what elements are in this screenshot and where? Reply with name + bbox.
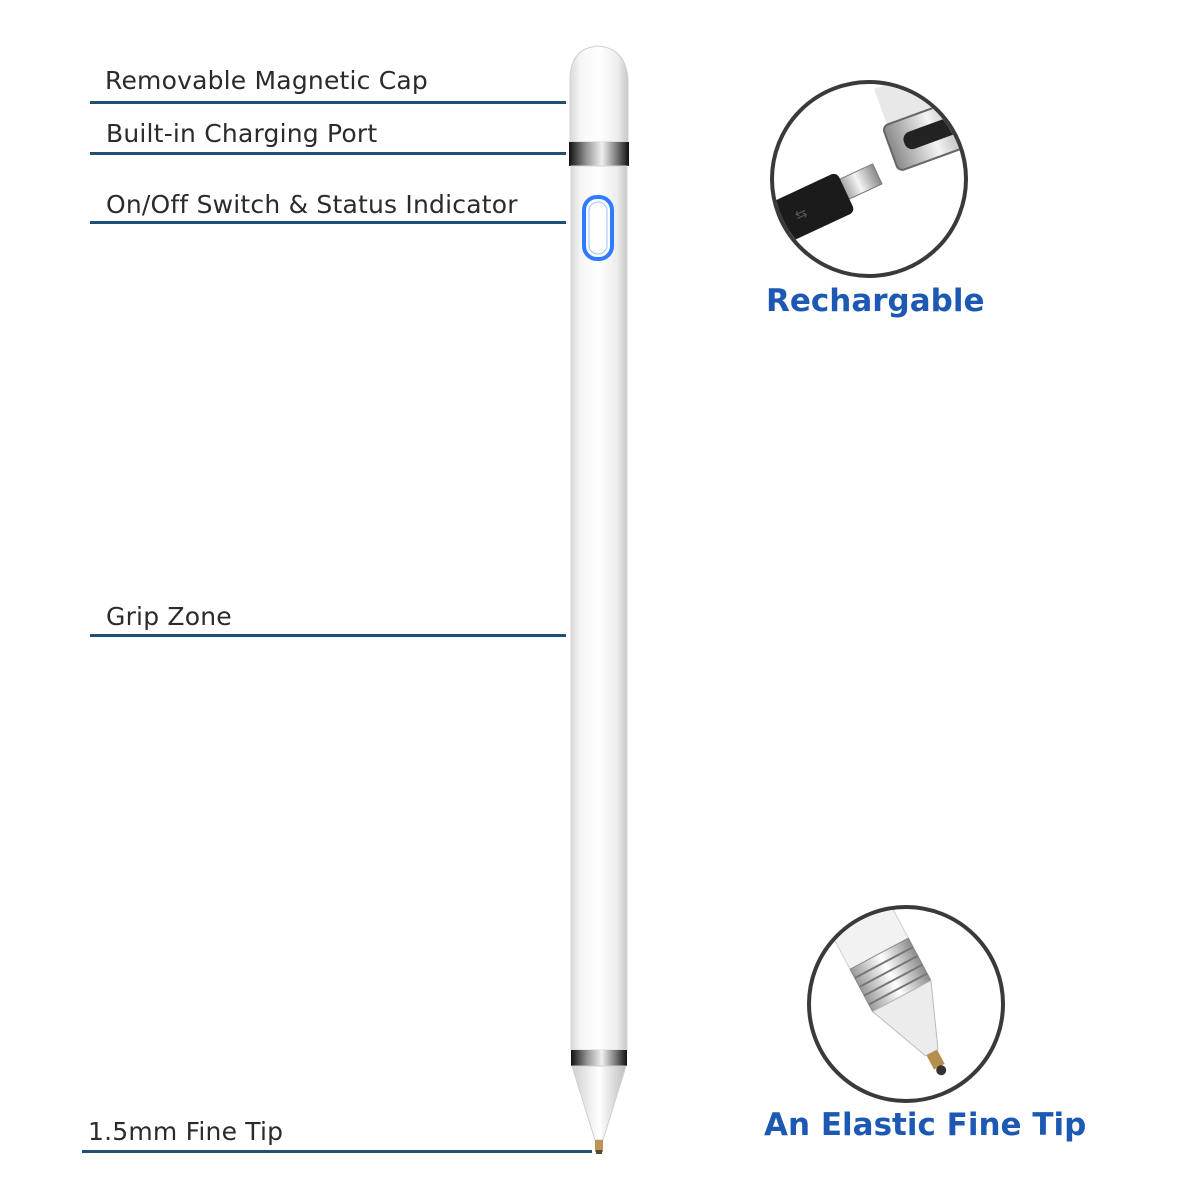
tip-ring xyxy=(571,1050,627,1066)
callout-grip-label: Grip Zone xyxy=(106,602,232,631)
svg-text:⇆: ⇆ xyxy=(792,205,811,225)
elastic-tip-bubble xyxy=(807,905,1005,1103)
micro-usb-cable-icon xyxy=(774,84,964,274)
callout-switch-label: On/Off Switch & Status Indicator xyxy=(106,190,518,219)
callout-charging-label: Built-in Charging Port xyxy=(106,119,378,148)
rechargeable-bubble xyxy=(770,80,968,278)
charging-ring xyxy=(569,142,629,166)
stylus-tip-icon xyxy=(811,909,1001,1099)
power-switch xyxy=(584,197,612,259)
pen-body xyxy=(571,166,627,1050)
elastic-tip-title: An Elastic Fine Tip xyxy=(764,1107,1087,1143)
callout-tip-label: 1.5mm Fine Tip xyxy=(88,1117,284,1146)
rechargeable-title: Rechargable xyxy=(766,283,985,319)
pen-cap xyxy=(570,46,628,142)
pen-tip-cone xyxy=(572,1066,626,1140)
callout-cap-label: Removable Magnetic Cap xyxy=(105,66,429,95)
